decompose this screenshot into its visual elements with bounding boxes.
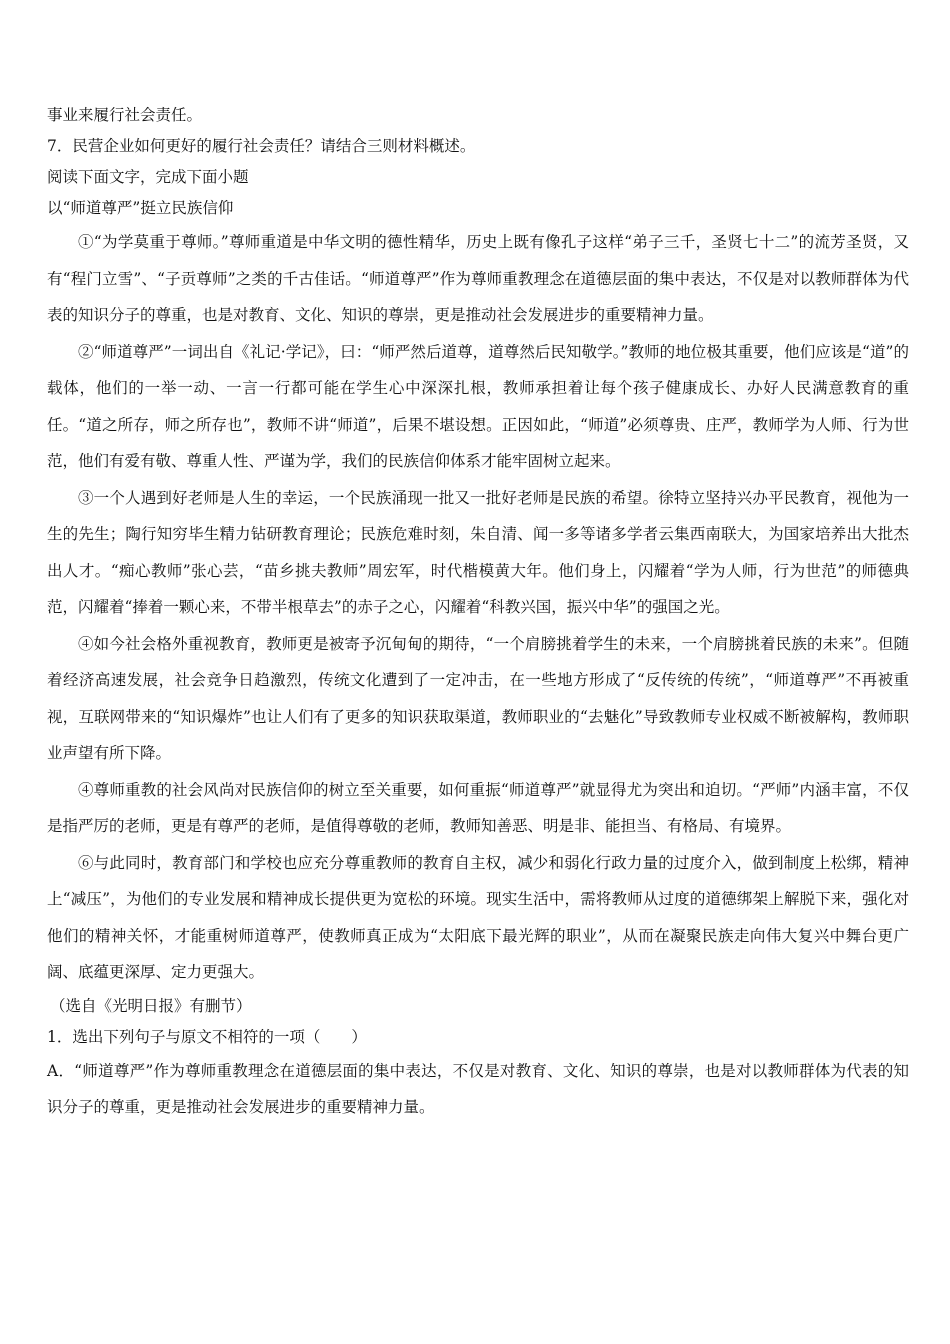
article-source: （选自《光明日报》有删节） <box>50 996 252 1015</box>
option-a: A．“师道尊严”作为尊师重教理念在道德层面的集中表达，不仅是对教育、文化、知识的尊崇，也是对以教师群体为代表的知识分子的尊重，更是推动社会发展进步的重要精神力量。 <box>47 1061 909 1116</box>
document-body <box>47 100 909 1126</box>
article-paragraph-5: ④尊师重教的社会风尚对民族信仰的树立至关重要，如何重振“师道尊严”就显得尤为突出和迫切。“严师”内涵丰富，不仅是指严厉的老师，更是有尊严的老师，是值得尊敬的老师，教师知善恶、明是非、能担当、有格局、有境界。 <box>47 780 909 835</box>
article-title: 以“师道尊严”挺立民族信仰 <box>47 199 234 217</box>
article-paragraph-4: ④如今社会格外重视教育，教师更是被寄予沉甸甸的期待，“一个肩膀挑着学生的未来，一个肩膀挑着民族的未来”。但随着经济高速发展，社会竞争日趋激烈，传统文化遭到了一定冲击，在一些地方形成了“反传统的传统”，“师道尊严”不再被重视，互联网带来的“知识爆炸”也让人们有了更多的知识获取渠道，教师职业的“去魅化”导致教师专业权威不断被解构，教师职业声望有所下降。 <box>47 634 909 762</box>
article-paragraph-1: ①“为学莫重于尊师。”尊师重道是中华文明的德性精华，历史上既有像孔子这样“弟子三千，圣贤七十二”的流芳圣贤，又有“程门立雪”、“子贡尊师”之类的千古佳话。“师道尊严”作为尊师重教理念在道德层面的集中表达，不仅是对以教师群体为代表的知识分子的尊重，也是对教育、文化、知识的尊崇，更是推动社会发展进步的重要精神力量。 <box>47 233 909 324</box>
question-7: 7．民营企业如何更好的履行社会责任？请结合三则材料概述。 <box>47 137 476 155</box>
previous-answer-tail: 事业来履行社会责任。 <box>47 106 203 124</box>
reading-instruction: 阅读下面文字，完成下面小题 <box>47 168 249 186</box>
article-paragraph-2: ②“师道尊严”一词出自《礼记·学记》，曰：“师严然后道尊，道尊然后民知敬学。”教师的地位极其重要，他们应该是“道”的载体，他们的一举一动、一言一行都可能在学生心中深深扎根，教师承担着让每个孩子健康成长、办好人民满意教育的重任。“道之所存，师之所存也”，教师不讲“师道”，后果不堪设想。正因如此，“师道”必须尊贵、庄严，教师学为人师、行为世范，他们有爱有敬、尊重人性、严谨为学，我们的民族信仰体系才能牢固树立起来。 <box>47 342 909 470</box>
article-paragraph-6: ⑥与此同时，教育部门和学校也应充分尊重教师的教育自主权，减少和弱化行政力量的过度介入，做到制度上松绑，精神上“减压”，为他们的专业发展和精神成长提供更为宽松的环境。现实生活中，需将教师从过度的道德绑架上解脱下来，强化对他们的精神关怀，才能重树师道尊严，使教师真正成为“太阳底下最光辉的职业”，从而在凝聚民族走向伟大复兴中舞台更广阔、底蕴更深厚、定力更强大。 <box>47 853 909 981</box>
question-1: 1．选出下列句子与原文不相符的一项（ ） <box>47 1027 367 1046</box>
article-paragraph-3: ③一个人遇到好老师是人生的幸运，一个民族涌现一批又一批好老师是民族的希望。徐特立坚持兴办平民教育，视他为一生的先生；陶行知穷毕生精力钻研教育理论；民族危难时刻，朱自清、闻一多等诸多学者云集西南联大，为国家培养出大批杰出人才。“痴心教师”张心芸，“苗乡挑夫教师”周宏军，时代楷模黄大年。他们身上，闪耀着“学为人师，行为世范”的师德典范，闪耀着“捧着一颗心来，不带半根草去”的赤子之心，闪耀着“科教兴国，振兴中华”的强国之光。 <box>47 488 909 616</box>
